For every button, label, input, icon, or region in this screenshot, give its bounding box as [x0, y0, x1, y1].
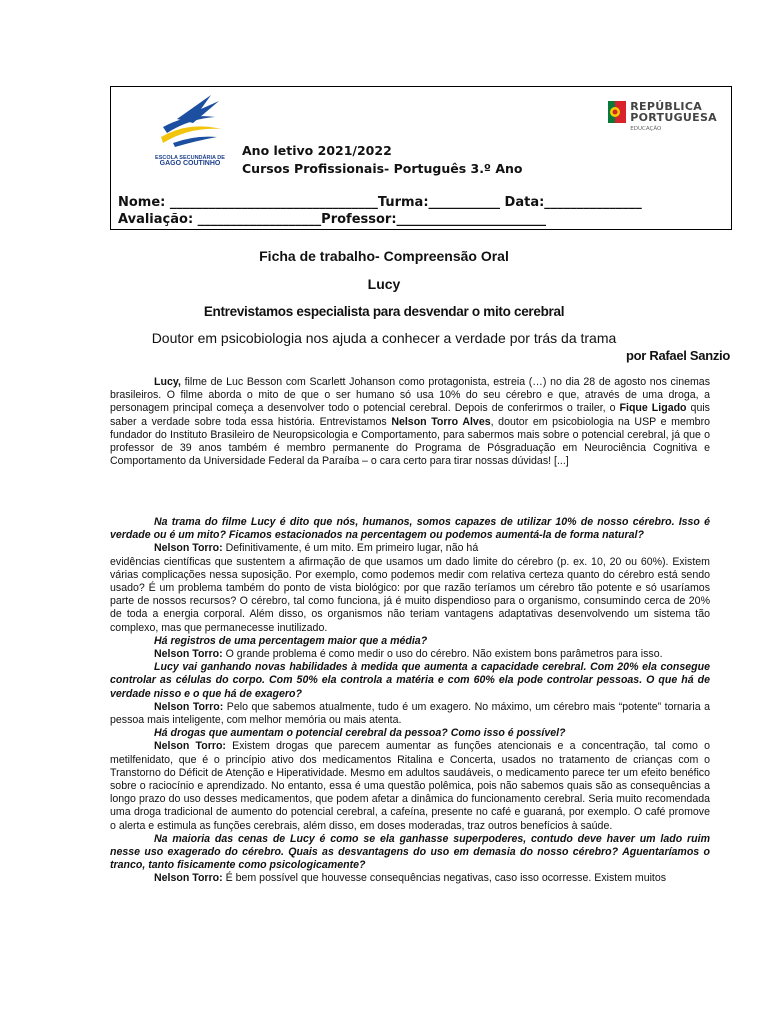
- school-year: Ano letivo 2021/2022: [242, 143, 392, 158]
- answer-2: O grande problema é como medir o uso do cérebro. Não existem bons parâmetros para isso.: [222, 648, 663, 661]
- course-info: [242, 142, 523, 178]
- republica-portuguesa-logo: [608, 101, 717, 132]
- answer-5: É bem possível que houvesse consequências negativas, caso isso ocorresse. Existem muitos: [222, 872, 667, 885]
- intro-text-3: , doutor em psicobiologia na USP e membro fundador do Instituto Brasileiro de Neuropsicologia e Comportamento, para sabermos mais sobre o potencial cerebral, já que o professor de 39 anos também é membro permanente do Programa de Pósgraduação em Neurociência Cognitiva e Comportamento da Universidade Federal da Paraíba – o cara certo para tirar nossas dúvidas! [...]: [110, 415, 710, 468]
- speaker-label: Nelson Torro:: [154, 740, 226, 753]
- student-form-line2[interactable]: Avaliação: ___________________Professor:_______________________: [118, 212, 547, 227]
- intro-text-1: filme de Luc Besson com Scarlett Johanson como protagonista, estreia (…) no dia 28 de agosto nos cinemas brasileiros. O filme aborda o mito de que o ser humano só usa 10% do seu cérebro e que, através de uma droga, a personagem principal começa a desenvolver todo o potencial cerebral. Depois de conferirmos o trailer, o: [110, 376, 710, 415]
- course-name: Cursos Profissionais- Português 3.º Ano: [242, 161, 523, 176]
- intro-paragraph: [110, 376, 710, 468]
- school-name-line1: ESCOLA SECUNDÁRIA DE: [155, 155, 225, 161]
- school-name: [149, 155, 231, 167]
- speaker-label: Nelson Torro:: [154, 700, 224, 713]
- worksheet-header: [110, 86, 732, 230]
- article-author: por Rafael Sanzio: [626, 348, 730, 363]
- intro-nelson: Nelson Torro Alves: [391, 415, 491, 428]
- student-form-line1[interactable]: Nome: ________________________________Turma:___________ Data:_______________: [118, 195, 642, 210]
- film-title: Lucy: [367, 276, 401, 292]
- intro-text-2: quis saber a verdade sobre toda essa história. Entrevistamos: [110, 402, 710, 428]
- question-3: Lucy vai ganhando novas habilidades à medida que aumenta a capacidade cerebral. Com 20% ela consegue controlar as células do corpo. Com 50% ela controla a matéria e com 60% ela pode controlar pessoas. O que há de verdade nisso e o que há de exagero?: [110, 661, 710, 700]
- question-2: Há registros de uma percentagem maior que a média?: [154, 634, 428, 647]
- article-lead: Doutor em psicobiologia nos ajuda a conhecer a verdade por trás da trama: [151, 330, 617, 346]
- answer-4: Existem drogas que parecem aumentar as funções atencionais e a concentração, tal como o metilfenidato, que é o princípio ativo dos medicamentos Ritalina e Concerta, usados no tratamento de crianças com o Transtorno do Déficit de Atenção e Hiperatividade. Mesmo em adultos saudáveis, o medicamento parece ter um efeito benéfico sobre o raciocínio e aprendizado. No entanto, essa é uma questão polêmica, pois não sabemos quais são as consequências a longo prazo do uso desses medicamentos, que podem afetar a dinâmica do funcionamento cerebral. Seria muito recomendada uma droga tradicional de aumento do potencial cerebral, a cafeína, presente no café e guaraná, por exemplo. O café promove o alerta e estimula as funções cerebrais, além disso, em doses moderadas, traz outros benefícios à saúde.: [110, 740, 710, 832]
- answer-1-rest: evidências científicas que sustentem a afirmação de que usamos um dado limite do cérebro (p. ex. 10, 20 ou 60%). Existem várias complicações nessa suposição. Por exemplo, como podemos medir com relativa certeza quanto do cérebro está sendo usado? É um problema também do ponto de vista biológico: por que razão teríamos um cérebro tão potente e só usaríamos parte de nossos recursos? O cérebro, tal como funciona, já é muito dispendioso para o organismo, consumindo cerca de 20% de toda a energia corporal. Além disso, os organismos não teriam vantagens adaptativas desenvolvendo um sistema tão complexo, mas que permanecesse inutilizado.: [110, 555, 710, 634]
- question-5: Na maioria das cenas de Lucy é como se ela ganhasse superpoderes, contudo deve haver um lado ruim nesse uso exagerado do cérebro. Quais as desvantagens do uso em demasia do nosso cérebro? Aguentaríamos o tranco, tanto fisicamente como psicologicamente?: [110, 832, 710, 872]
- portugal-flag-icon: [608, 101, 626, 123]
- worksheet-title: Ficha de trabalho- Compreensão Oral: [259, 248, 509, 264]
- republic-line1: REPÚBLICA: [630, 100, 703, 113]
- intro-lucy: Lucy,: [154, 376, 181, 388]
- answer-1-first: Definitivamente, é um mito. Em primeiro lugar, não há: [222, 542, 479, 555]
- speaker-label: Nelson Torro:: [154, 872, 223, 885]
- republic-line3: EDUCAÇÃO: [630, 126, 662, 132]
- speaker-label: Nelson Torro:: [154, 542, 223, 555]
- article-subtitle: Entrevistamos especialista para desvendar o mito cerebral: [203, 304, 565, 319]
- question-1: Na trama do filme Lucy é dito que nós, humanos, somos capazes de utilizar 10% de nosso cérebro. Isso é verdade ou é um mito? Ficamos estacionados na percentagem ou podemos aumentá-la de forma natural?: [110, 516, 710, 542]
- question-4: Há drogas que aumentam o potencial cerebral da pessoa? Como isso é possível?: [154, 727, 566, 740]
- intro-fique-ligado: Fique Ligado: [619, 402, 687, 415]
- school-name-line2: GAGO COUTINHO: [159, 160, 221, 167]
- speaker-label: Nelson Torro:: [154, 648, 223, 661]
- interview-body: [110, 516, 710, 886]
- republic-line2: PORTUGUESA: [630, 111, 717, 124]
- answer-3: Pelo que sabemos atualmente, tudo é um exagero. No máximo, um cérebro mais “potente” tornaria a pessoa mais inteligente, com melhor memória ou mais atenta.: [110, 700, 710, 727]
